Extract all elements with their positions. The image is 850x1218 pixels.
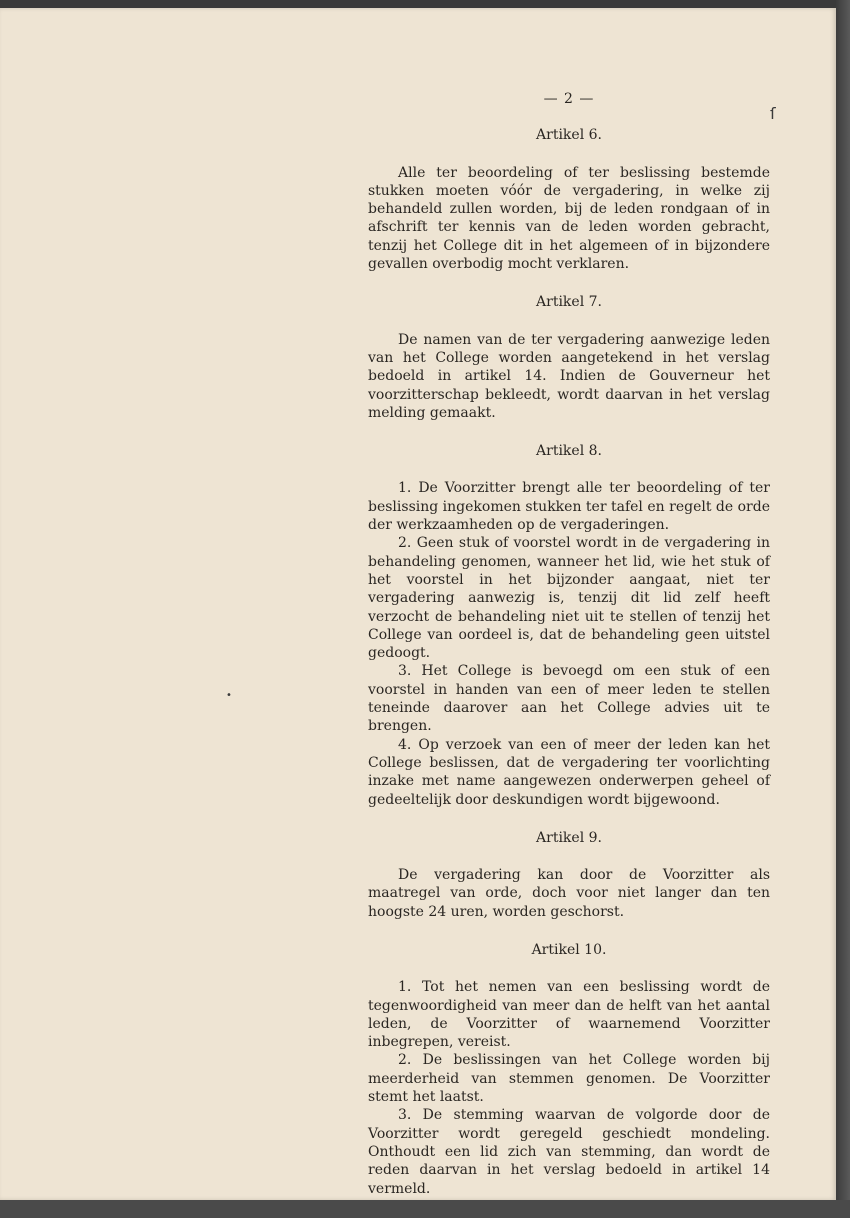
document-page	[0, 8, 836, 1200]
article-paragraph: 1. Tot het nemen van een beslissing wordt de tegenwoordigheid van meer dan de helft van het aantal leden, de Voorzitter of waarnemend Voorzitter inbegrepen, vereist.	[368, 979, 770, 1051]
article-paragraph: 2. Geen stuk of voorstel wordt in de vergadering in behandeling genomen, wanneer het lid, wie het stuk of het voorstel in het bijzonder aangaat, niet ter vergadering aanwezig is, tenzij dit lid zelf heeft verzocht de behandeling niet uit te stellen of tenzij het College van oordeel is, dat de behandeling geen uitstel gedoogt.	[368, 535, 770, 662]
document-text	[368, 90, 770, 1218]
article-paragraph: 3. De stemming waarvan de volgorde door de Voorzitter wordt geregeld geschiedt mondeling. Onthoudt een lid zich van stemming, dan wordt de reden daarvan in het verslag bedoeld in artikel 14 vermeld.	[368, 1107, 770, 1197]
margin-mark: ſ	[770, 104, 776, 123]
article-title: Artikel 8.	[536, 443, 602, 460]
scan-right-border	[836, 0, 850, 1200]
scan-top-border	[0, 0, 850, 8]
margin-dot: •	[226, 690, 232, 701]
page-number: — 2 —	[543, 91, 595, 107]
article-paragraph: Alle ter beoordeling of ter beslissing bestemde stukken moeten vóór de vergadering, in welke zij behandeld zullen worden, bij de leden rondgaan of in afschrift ter kennis van de leden worden gebracht, tenzij het College dit in het algemeen of in bijzondere gevallen overbodig mocht verklaren.	[368, 164, 770, 273]
article-title: Artikel 6.	[536, 127, 602, 144]
article-9	[368, 829, 770, 921]
article-title: Artikel 7.	[536, 294, 602, 311]
article-7	[368, 293, 770, 422]
article-8	[368, 442, 770, 809]
article-6	[368, 126, 770, 273]
article-paragraph: De namen van de ter vergadering aanwezige leden van het College worden aangetekend in het verslag bedoeld in artikel 14. Indien de Gouverneur het voorzitterschap bekleedt, wordt daarvan in het verslag melding gemaakt.	[368, 331, 770, 421]
article-paragraph: 2. De beslissingen van het College worden bij meerderheid van stemmen genomen. De Voorzitter stemt het laatst.	[368, 1052, 770, 1106]
article-paragraph: De vergadering kan door de Voorzitter als maatregel van orde, doch voor niet langer dan ten hoogste 24 uren, worden geschorst.	[368, 867, 770, 920]
article-10	[368, 941, 770, 1198]
article-paragraph: 3. Het College is bevoegd om een stuk of een voorstel in handen van een of meer leden te stellen teneinde daarover aan het College advies uit te brengen.	[368, 663, 770, 735]
article-paragraph: 4. Op verzoek van een of meer der leden kan het College beslissen, dat de vergadering ter voorlichting inzake met name aangewezen onderwerpen geheel of gedeeltelijk door deskundigen wordt bijgewoond.	[368, 736, 770, 808]
article-title: Artikel 10.	[531, 941, 607, 958]
article-paragraph: 1. De Voorzitter brengt alle ter beoordeling of ter beslissing ingekomen stukken ter tafel en regelt de orde der werkzaamheden op de vergaderingen.	[368, 480, 770, 534]
article-title: Artikel 9.	[536, 829, 602, 846]
